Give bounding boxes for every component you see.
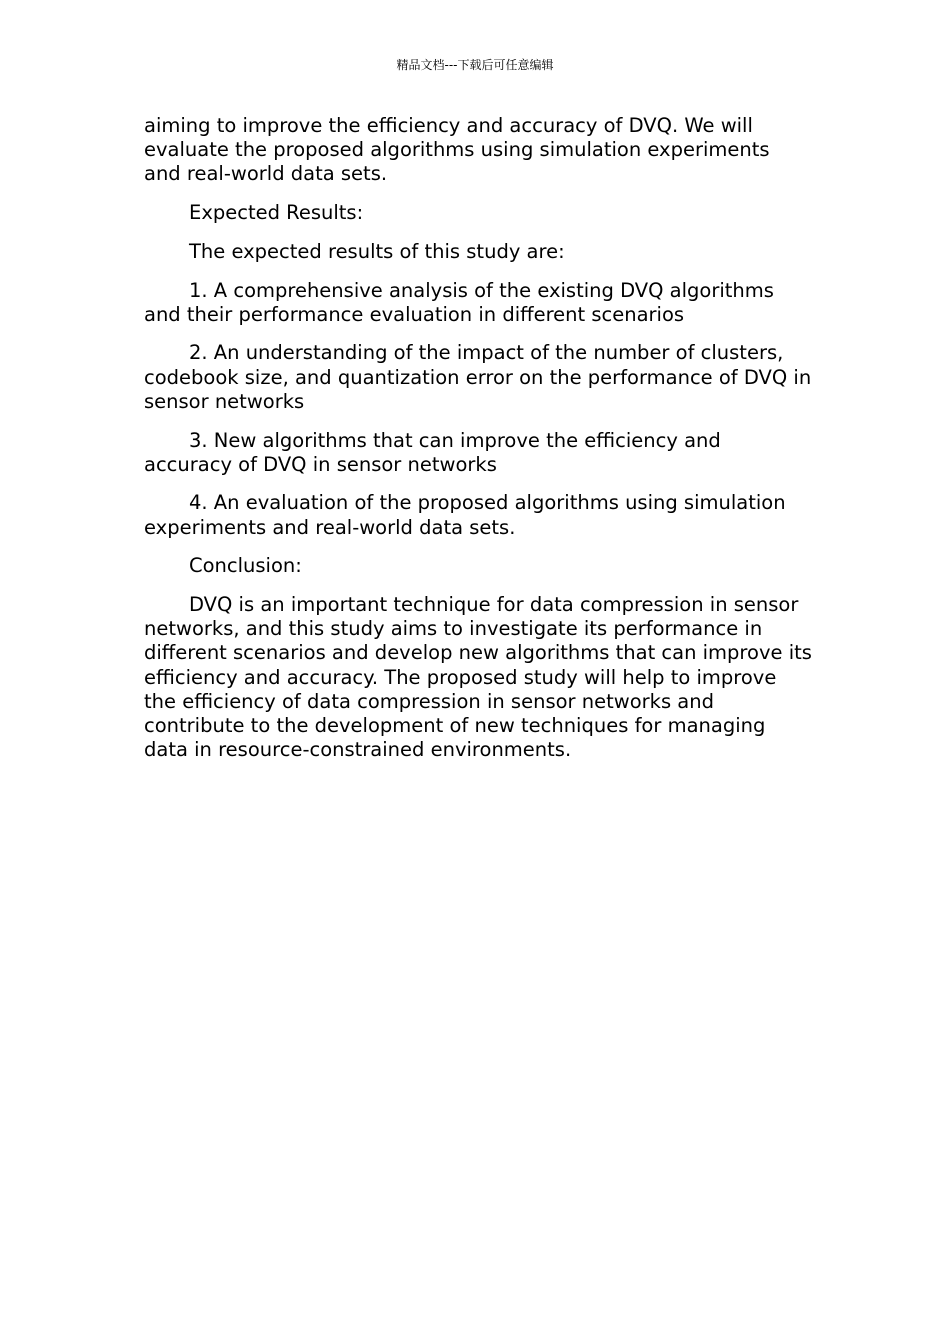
heading-expected-results: Expected Results: xyxy=(189,201,364,225)
heading-conclusion: Conclusion: xyxy=(189,554,302,578)
paragraph-conclusion: DVQ is an important technique for data compression in sensor networks, and this study aims to investigate its performance in different scenarios and develop new algorithms that can improve its efficiency and accuracy. The proposed study will help to improve the efficiency of data compression in sensor networks and contribute to the development of new techniques for managing data in resource-constrained environments. xyxy=(144,593,812,762)
document-body xyxy=(144,114,812,777)
paragraph-expected-intro: The expected results of this study are: xyxy=(189,239,565,263)
list-item-1: 1. A comprehensive analysis of the existing DVQ algorithms and their performance evaluation in different scenarios xyxy=(144,278,774,326)
list-item-4: 4. An evaluation of the proposed algorithms using simulation experiments and real-world data sets. xyxy=(144,491,786,539)
page-header: 精品文档---下载后可任意编辑 xyxy=(396,58,554,72)
list-item-2: 2. An understanding of the impact of the number of clusters, codebook size, and quantization error on the performance of DVQ in sensor networks xyxy=(144,341,812,413)
paragraph-continuation: aiming to improve the efficiency and accuracy of DVQ. We will evaluate the proposed algorithms using simulation experiments and real-world data sets. xyxy=(144,114,770,186)
list-item-3: 3. New algorithms that can improve the efficiency and accuracy of DVQ in sensor networks xyxy=(144,428,721,476)
